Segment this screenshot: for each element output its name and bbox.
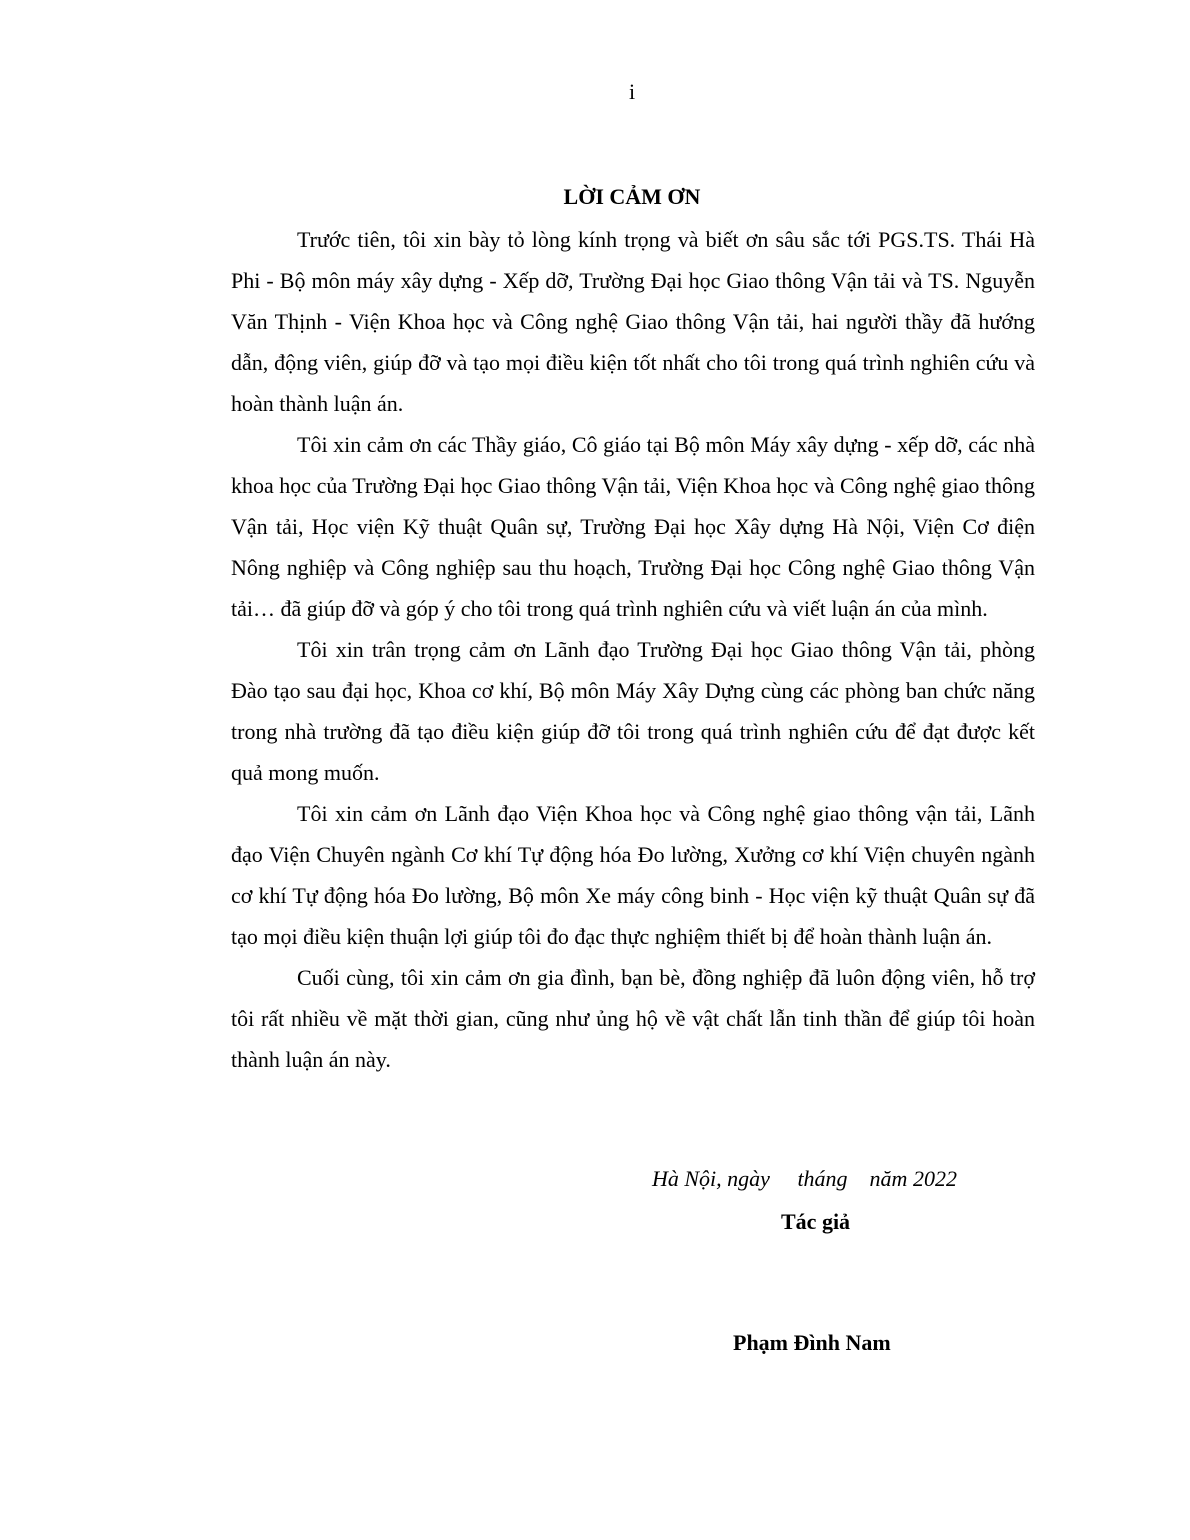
page-title: LỜI CẢM ƠN [563, 184, 701, 209]
author-label: Tác giả [781, 1209, 851, 1234]
paragraph-3: Tôi xin trân trọng cảm ơn Lãnh đạo Trường Đại học Giao thông Vận tải, phòng Đào tạo sau đại học, Khoa cơ khí, Bộ môn Máy Xây Dựng cùng các phòng ban chức năng trong nhà trường đã tạo điều kiện giúp đỡ tôi trong quá trình nghiên cứu để đạt được kết quả mong muốn. [231, 637, 1035, 785]
paragraph-4: Tôi xin cảm ơn Lãnh đạo Viện Khoa học và Công nghệ giao thông vận tải, Lãnh đạo Viện Chuyên ngành Cơ khí Tự động hóa Đo lường, Xưởng cơ khí Viện chuyên ngành cơ khí Tự động hóa Đo lường, Bộ môn Xe máy công binh - Học viện kỹ thuật Quân sự đã tạo mọi điều kiện thuận lợi giúp tôi đo đạc thực nghiệm thiết bị để hoàn thành luận án. [231, 801, 1035, 949]
page-number: i [628, 79, 636, 104]
paragraph-1: Trước tiên, tôi xin bày tỏ lòng kính trọng và biết ơn sâu sắc tới PGS.TS. Thái Hà Phi - Bộ môn máy xây dựng - Xếp dỡ, Trường Đại học Giao thông Vận tải và TS. Nguyễn Văn Thịnh - Viện Khoa học và Công nghệ Giao thông Vận tải, hai người thầy đã hướng dẫn, động viên, giúp đỡ và tạo mọi điều kiện tốt nhất cho tôi trong quá trình nghiên cứu và hoàn thành luận án. [231, 227, 1035, 416]
acknowledgement-body [231, 219, 1035, 1080]
paragraph-2: Tôi xin cảm ơn các Thầy giáo, Cô giáo tại Bộ môn Máy xây dựng - xếp dỡ, các nhà khoa học của Trường Đại học Giao thông Vận tải, Viện Khoa học và Công nghệ giao thông Vận tải, Học viện Kỹ thuật Quân sự, Trường Đại học Xây dựng Hà Nội, Viện Cơ điện Nông nghiệp và Công nghiệp sau thu hoạch, Trường Đại học Công nghệ Giao thông Vận tải… đã giúp đỡ và góp ý cho tôi trong quá trình nghiên cứu và viết luận án của mình. [231, 432, 1035, 621]
author-name: Phạm Đình Nam [733, 1330, 891, 1355]
paragraph-5: Cuối cùng, tôi xin cảm ơn gia đình, bạn bè, đồng nghiệp đã luôn động viên, hỗ trợ tôi rất nhiều về mặt thời gian, cũng như ủng hộ về vật chất lẫn tinh thần để giúp tôi hoàn thành luận án này. [231, 965, 1035, 1072]
place-date-line: Hà Nội, ngày tháng năm 2022 [652, 1166, 957, 1191]
